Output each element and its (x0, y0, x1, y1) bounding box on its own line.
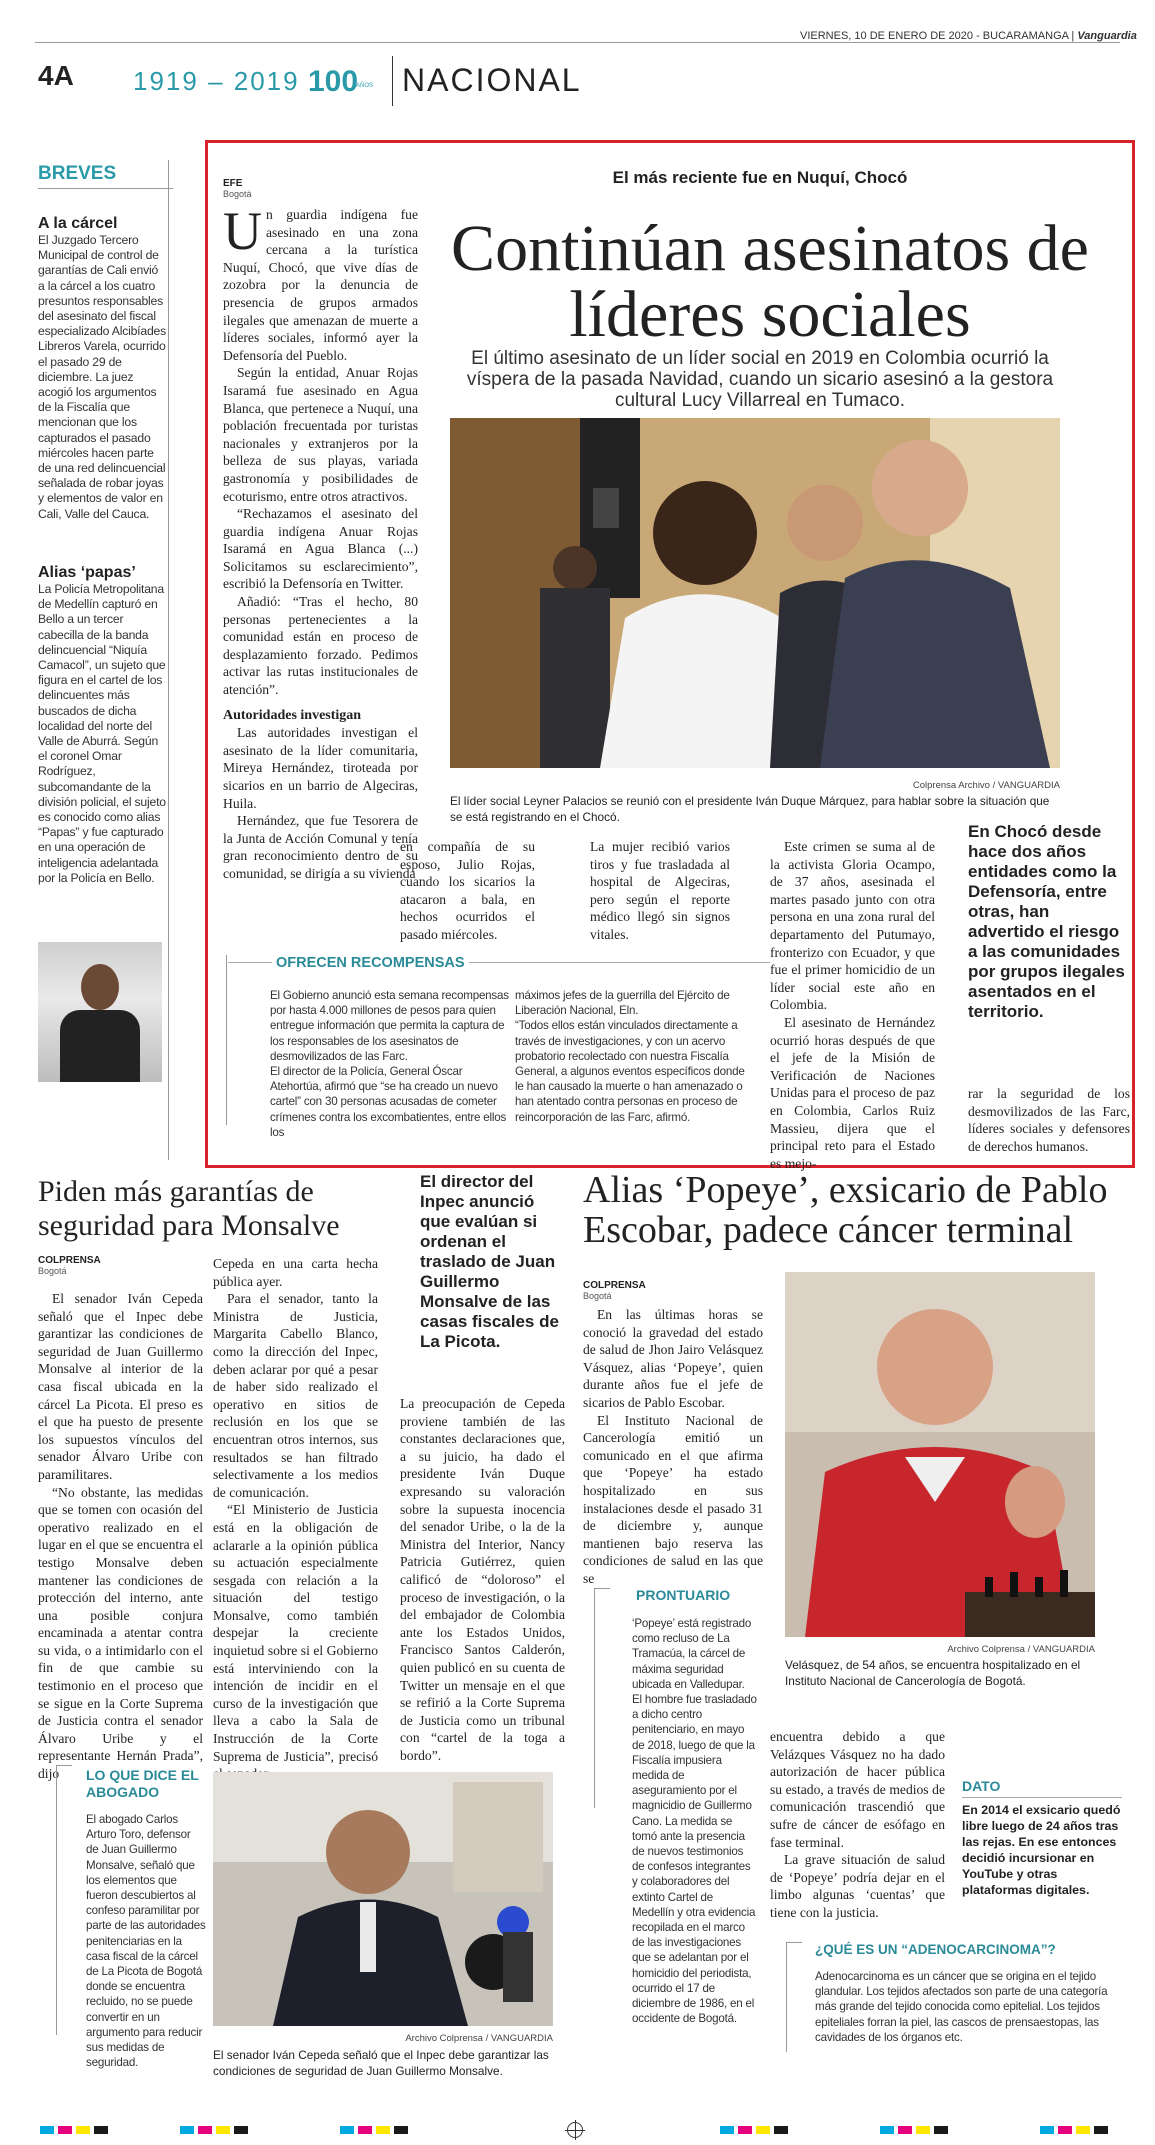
recompensas-title: OFRECEN RECOMPENSAS (272, 955, 469, 971)
popeye-column-2 (770, 1728, 945, 1922)
brief-heading: Alias ‘papas’ (38, 564, 136, 581)
lead-paragraph: Las autoridades investigan el asesinato de la líder comunitaria, Mireya Hernández, tiroteada por sicarios en un barrio de Algeciras, Huila. (223, 725, 418, 811)
prontuario-title: PRONTUARIO (636, 1587, 731, 1603)
anniversary-logo (308, 61, 378, 99)
photo-illustration (213, 1772, 553, 2026)
abogado-bracket (56, 1765, 72, 2035)
recompensas-text: El Gobierno anunció esta semana recompensas por hasta 4.000 millones de pesos para quien entregue información que permita la captura de los responsables de los asesinatos de desmovilizados de las Farc. (270, 989, 509, 1063)
popeye-paragraph: En las últimas horas se conoció la gravedad del estado de salud de Jhon Jairo Velásquez Vásquez, alias ‘Popeye’, quien durante años fue el jefe de sicarios de Pablo Escobar. (583, 1307, 763, 1410)
lead-paragraph: Según la entidad, Anuar Rojas Isaramá fue asesinado en Agua Blanca, que pertenece a Nuquí, una población frecuentada por turistas nacionales y extranjeros por la belleza de sus playas, variada gastronomía y posibilidades de ecoturismo, entre otros atractivos. (223, 365, 418, 504)
popeye-paragraph: encuentra debido a que Velázques Vásquez no ha dado autorización de hacer pública su estado, a través de medios de comunicación trascendió que sufre de cáncer de esófago en fase terminal. (770, 1729, 945, 1850)
cepeda-photo-caption: El senador Iván Cepeda señaló que el Inpec debe garantizar las condiciones de seguridad de Juan Guillermo Monsalve. (213, 2048, 549, 2078)
recompensas-text: máximos jefes de la guerrilla del Ejército de Liberación Nacional, Eln. (515, 989, 730, 1018)
lead-subhead: El último asesinato de un líder social en 2019 en Colombia ocurrió la víspera de la pasada Navidad, cuando un sicario asesinó a la gestora cultural Lucy Villarreal en Tumaco. (466, 348, 1054, 411)
monsalve-paragraph: “El Ministerio de Justicia está en la obligación de aclararle a la opinión pública su actuación especialmente sesgada con relación a la situación del testigo Monsalve, como también despejar la creciente inquietud sobre si el Gobierno está interviniendo con la intención de incidir en el curso de la investigación que lleva a cabo la Sala de Instrucción de la Corte Suprema de Justicia”, precisó (213, 1502, 378, 1764)
breves-title: BREVES (38, 163, 117, 184)
monsalve-paragraph: Para el senador, tanto la Ministra de Justicia, Margarita Cabello Blanco, como la dirección del Inpec, deben aclarar por qué a pesar de haber sido realizado el operativo en sitios de reclusión en los que se encuentran otros internos, sus resultados se han filtrado selectivamente a los medios de comunicación. (213, 1291, 378, 1500)
popeye-photo-caption: Velásquez, de 54 años, se encuentra hospitalizado en el Instituto Nacional de Cancerología de Bogotá. (785, 1658, 1081, 1688)
lead-column-3: La mujer recibió varios tiros y fue trasladada al hospital de Algeciras, pero según el reporte médico llegó sin signos vitales. (590, 839, 730, 942)
lead-paragraph: Añadió: “Tras el hecho, 80 personas pertenecientes a la comunidad están en proceso de desplazamiento forzado. Pedimos activar las rutas institucionales de atención”. (223, 594, 418, 698)
color-bar-magenta (738, 2126, 752, 2134)
lead-column-1 (223, 201, 418, 883)
anniversary-number: 100 (308, 65, 359, 98)
color-bar-yellow (376, 2126, 390, 2134)
prontuario-text: ‘Popeye’ está registrado como recluso de La Tramacúa, la cárcel de máxima seguridad ubicada en Valledupar. El hombre fue trasladado a dicho centro penitenciario, en mayo de 2018, luego de que la Fiscalía impusiera medida de aseguramiento por el magnicidio de Guillermo Cano. La medida se tomó ante la presencia de nuevos testimonios de confesos integrantes y colaboradores del extinto Cartel de Medellín y otra evidencia recopilada en el marco de las investigaciones que se adelantan por el homicidio del periodista, ocurrido el 17 de diciembre de 1986, en el occidente de Bogotá. (632, 1617, 757, 2026)
monsalve-column-1 (38, 1290, 203, 1783)
popeye-paragraph: La grave situación de salud de ‘Popeye’ podría dejar en el limbo algunas ‘cuentas’ que tiene con la justicia. (770, 1852, 945, 1920)
color-bar-black (1094, 2126, 1108, 2134)
lead-column-2: en compañía de su esposo, Julio Rojas, cuando los sicarios la atacaron a bala, en hechos ocurridos el pasado miércoles. (400, 839, 535, 942)
color-bar-cyan (180, 2126, 194, 2134)
recompensas-text: “Todos ellos están vinculados directamente a través de investigaciones, y con un acervo probatorio recolectado con nuestra Fiscalía General, a algunos eventos específicos donde le han causado la muerte o han amenazado o han atentado contra personas en proceso de reincorporación de las Farc, afirmó. (515, 1019, 745, 1124)
registration-mark (567, 2122, 583, 2138)
color-bar-yellow (216, 2126, 230, 2134)
cepeda-photo-credit: Archivo Colprensa / VANGUARDIA (405, 2033, 553, 2044)
monsalve-paragraph: El senador Iván Cepeda señaló que el Inpec debe garantizar las condiciones de seguridad de Juan Guillermo Monsalve al interior de la casa fiscal ubicada en la cárcel La Picota. El preso es el que ha puesto de presente los supuestos vínculos del senador Álvaro Uribe con paramilitares. (38, 1291, 203, 1482)
popeye-column-1 (583, 1306, 763, 1588)
brief-body: La Policía Metropolitana de Medellín capturó en Bello a un tercer cabecilla de la banda delincuencial “Niquía Camacol”, un sujeto que figura en el cartel de los delincuentes más buscados de dicha localidad del norte del Valle de Aburrá. Según el coronel Omar Rodríguez, subcomandante de la división policial, el sujeto es conocido como alias “Papas” y fue capturado en una operación de inteligencia adelantada por la Policía en Bello. (38, 582, 166, 885)
monsalve-headline: Piden más garantías de seguridad para Monsalve (38, 1175, 340, 1242)
centennial-years: 1919 – 2019 (133, 66, 300, 96)
recompensas-column-2 (515, 988, 755, 1125)
monsalve-pullquote: El director del Inpec anunció que evalúan si ordenan el traslado de Juan Guillermo Monsalve de las casas fiscales de La Picota. (420, 1172, 559, 1351)
popeye-source-name: COLPRENSA (583, 1280, 646, 1291)
mugshot-photo (38, 942, 162, 1082)
color-bar-magenta (1058, 2126, 1072, 2134)
monsalve-paragraph: Cepeda en una carta hecha pública ayer. (213, 1256, 378, 1289)
section-title: NACIONAL (402, 62, 582, 98)
brief-heading: A la cárcel (38, 215, 118, 232)
recompensas-text: El director de la Policía, General Óscar Atehortúa, afirmó que “se ha creado un nuevo cartel” con 30 personas acusadas de cometer crímenes contra los excombatientes, entre ellos los (270, 1065, 507, 1139)
lead-paragraph: “Rechazamos el asesinato del guardia indígena Anuar Rojas Isaramá en Agua Blanca (...) Solicitamos su esclarecimiento”, escribió la Defensoría en Twitter. (223, 506, 418, 592)
color-bar-cyan (340, 2126, 354, 2134)
dato-text: En 2014 el exsicario quedó libre luego de 24 años tras las rejas. En ese entonces decidió incursionar en YouTube y otras plataformas digitales. (962, 1803, 1121, 1897)
color-bar-cyan (1040, 2126, 1054, 2134)
brief-body: El Juzgado Tercero Municipal de control de garantías de Cali envió a la cárcel a los cuatro presuntos responsables del asesinato del fiscal especializado Alcibíades Libreros Varela, ocurrido el pasado 29 de diciembre. La juez acogió los argumentos de la Fiscalía que mencionan que los capturados el pasado miércoles hacen parte de una red delincuencial señalada de robar joyas y elementos de valor en Cali, Valle del Cauca. (38, 233, 166, 521)
color-bar-yellow (1076, 2126, 1090, 2134)
duque-palacios-photo (450, 418, 1060, 768)
color-bar-yellow (76, 2126, 90, 2134)
anniversary-word: AÑOS (356, 83, 374, 89)
lead-column-5: rar la seguridad de los desmovilizados de las Farc, líderes sociales y defensores de derechos humanos. (968, 1086, 1130, 1154)
color-bar-yellow (756, 2126, 770, 2134)
popeye-source (583, 1280, 646, 1301)
recompensas-bracket (226, 955, 236, 1125)
popeye-paragraph: El Instituto Nacional de Cancerología emitió un comunicado en el que afirma que ‘Popeye’ ha estado hospitalizado en sus instalaciones desde el pasado 31 de diciembre y, aunque mantienen bajo reserva las condiciones de salud en las que se (583, 1412, 763, 1586)
color-bar-magenta (198, 2126, 212, 2134)
color-bar-cyan (880, 2126, 894, 2134)
dato-title: DATO (962, 1778, 1001, 1794)
popeye-source-city: Bogotá (583, 1291, 612, 1301)
lead-source: EFE (223, 178, 243, 189)
color-bar-magenta (898, 2126, 912, 2134)
abogado-text: El abogado Carlos Arturo Toro, defensor de Juan Guillermo Monsalve, señaló que los elementos que fueron descubiertos al confeso paramilitar por parte de las autoridades penitenciarias en la casa fiscal de la cárcel de La Picota de Bogotá donde se encuentra recluido, no se puede convertir en un argumento para reducir sus medidas de seguridad. (86, 1813, 206, 2070)
photo-credit: Colprensa Archivo / VANGUARDIA (912, 780, 1060, 791)
header-rule (35, 42, 1120, 43)
lead-paragraph: n guardia indígena fue asesinado en una zona cercana a la turística Nuquí, Chocó, que vive días de zozobra por la denuncia de presencia de grupos armados ilegales que amenazan de muerte a líderes sociales, informó ayer la Defensoría del Pueblo. (223, 207, 418, 363)
dateline: VIERNES, 10 DE ENERO DE 2020 - BUCARAMANGA | Vanguardia (800, 30, 1137, 42)
dateline-text: VIERNES, 10 DE ENERO DE 2020 - BUCARAMANGA (800, 30, 1069, 42)
monsalve-source (38, 1255, 101, 1276)
popeye-photo (785, 1272, 1095, 1637)
lead-source-city: Bogotá (223, 189, 252, 199)
color-bar-black (394, 2126, 408, 2134)
abogado-title: LO QUE DICE EL ABOGADO (86, 1767, 199, 1800)
adenocarcinoma-bracket (786, 1942, 802, 2052)
lead-paragraph: Hernández, que fue Tesorera de la Junta de Acción Comunal y tenía gran reconocimiento dentro de su comunidad, se dirigía a su vivienda (223, 813, 418, 881)
monsalve-source-city: Bogotá (38, 1266, 67, 1276)
page-number: 4A (38, 60, 74, 91)
monsalve-column-3: La preocupación de Cepeda proviene también de las constantes declaraciones que, a su juicio, ha dado el presidente Iván Duque expresando su valoración sobre la supuesta inocencia del senador Uribe, o la de la Ministra del Interior, Nancy Patricia Gutiérrez, quien calificó de “doloroso” el proceso de investigación, o la del embajador de Colombia ante los Estados Unidos, Francisco Santos Calderón, quien publicó en su cuenta de Twitter un mensaje en el que se refirió a la Corte Suprema de Justicia como un tribunal con “cartel de la toga a bordo”. (400, 1396, 565, 1763)
lead-column-4 (770, 838, 935, 1172)
photo-illustration (450, 418, 1060, 768)
color-bar-black (94, 2126, 108, 2134)
brief-alias-papas (38, 564, 166, 886)
monsalve-source-name: COLPRENSA (38, 1255, 101, 1266)
popeye-headline: Alias ‘Popeye’, exsicario de Pablo Escobar, padece cáncer terminal (583, 1169, 1108, 1251)
breves-rule (38, 188, 173, 189)
dato-rule (962, 1797, 1122, 1798)
color-bar-magenta (58, 2126, 72, 2134)
lead-subheading: Autoridades investigan (223, 707, 362, 723)
breves-bracket (168, 160, 182, 1160)
dropcap: U (223, 201, 262, 261)
monsalve-paragraph: “No obstante, las medidas que se tomen con ocasión del operativo realizado en el lugar en el que se encuentra el testigo Monsalve deben mantener las condiciones de protección del interno, ante una posible conjura encaminada a atentar contra su vida, o a intimidarlo con el fin de que cambie su testimonio en el proceso que se sigue en la Corte Suprema de Justicia contra el senador Álvaro Uribe y el representante Hernán Prada”, dijo (38, 1484, 203, 1782)
color-bar-cyan (40, 2126, 54, 2134)
monsalve-column-2 (213, 1255, 378, 1783)
header-divider (392, 56, 393, 106)
brand-name: Vanguardia (1077, 30, 1137, 42)
prontuario-bracket (594, 1588, 610, 1808)
color-bar-black (934, 2126, 948, 2134)
lead-kicker: El más reciente fue en Nuquí, Chocó (612, 168, 908, 187)
adenocarcinoma-title: ¿QUÉ ES UN “ADENOCARCINOMA”? (815, 1942, 1056, 1957)
lead-headline: Continúan asesinatos de líderes sociales (451, 212, 1089, 351)
color-bar-black (234, 2126, 248, 2134)
popeye-photo-credit: Archivo Colprensa / VANGUARDIA (947, 1644, 1095, 1655)
lead-paragraph: El asesinato de Hernández ocurrió horas después de que el jefe de la Misión de Verificación de Naciones Unidas para el proceso de paz en Colombia, Carlos Ruiz Massieu, dijera que el principal reto para el Estado es mejo- (770, 1014, 935, 1171)
adenocarcinoma-text: Adenocarcinoma es un cáncer que se origina en el tejido glandular. Los tejidos afectados son parte de una categoría más grande del tejido conocida como epitelial. Los tejidos epiteliales forran la piel, las cascos de prensaestopas, las cavidades de los órganos etc. (815, 1970, 1108, 2044)
photo-illustration (785, 1272, 1095, 1637)
recompensas-column-1 (270, 988, 510, 1140)
photo-caption: El líder social Leyner Palacios se reunió con el presidente Iván Duque Márquez, para hablar sobre la situación que se está registrando en el Chocó. (450, 794, 1050, 824)
color-bar-cyan (720, 2126, 734, 2134)
lead-paragraph: Este crimen se suma al de la activista Gloria Ocampo, de 37 años, asesinada el martes pasado junto con otra persona en una zona rural del departamento del Putumayo, fronterizo con Ecuador, y que fue el primer homicidio de un líder social este año en Colombia. (770, 839, 935, 1013)
color-bar-yellow (916, 2126, 930, 2134)
lead-pullquote: En Chocó desde hace dos años entidades como la Defensoría, entre otras, han advertido el riesgo a las comunidades por grupos ilegales asentados en el territorio. (968, 822, 1125, 1021)
color-bar-black (774, 2126, 788, 2134)
brief-a-la-carcel (38, 215, 166, 522)
color-bar-magenta (358, 2126, 372, 2134)
cepeda-photo (213, 1772, 553, 2026)
